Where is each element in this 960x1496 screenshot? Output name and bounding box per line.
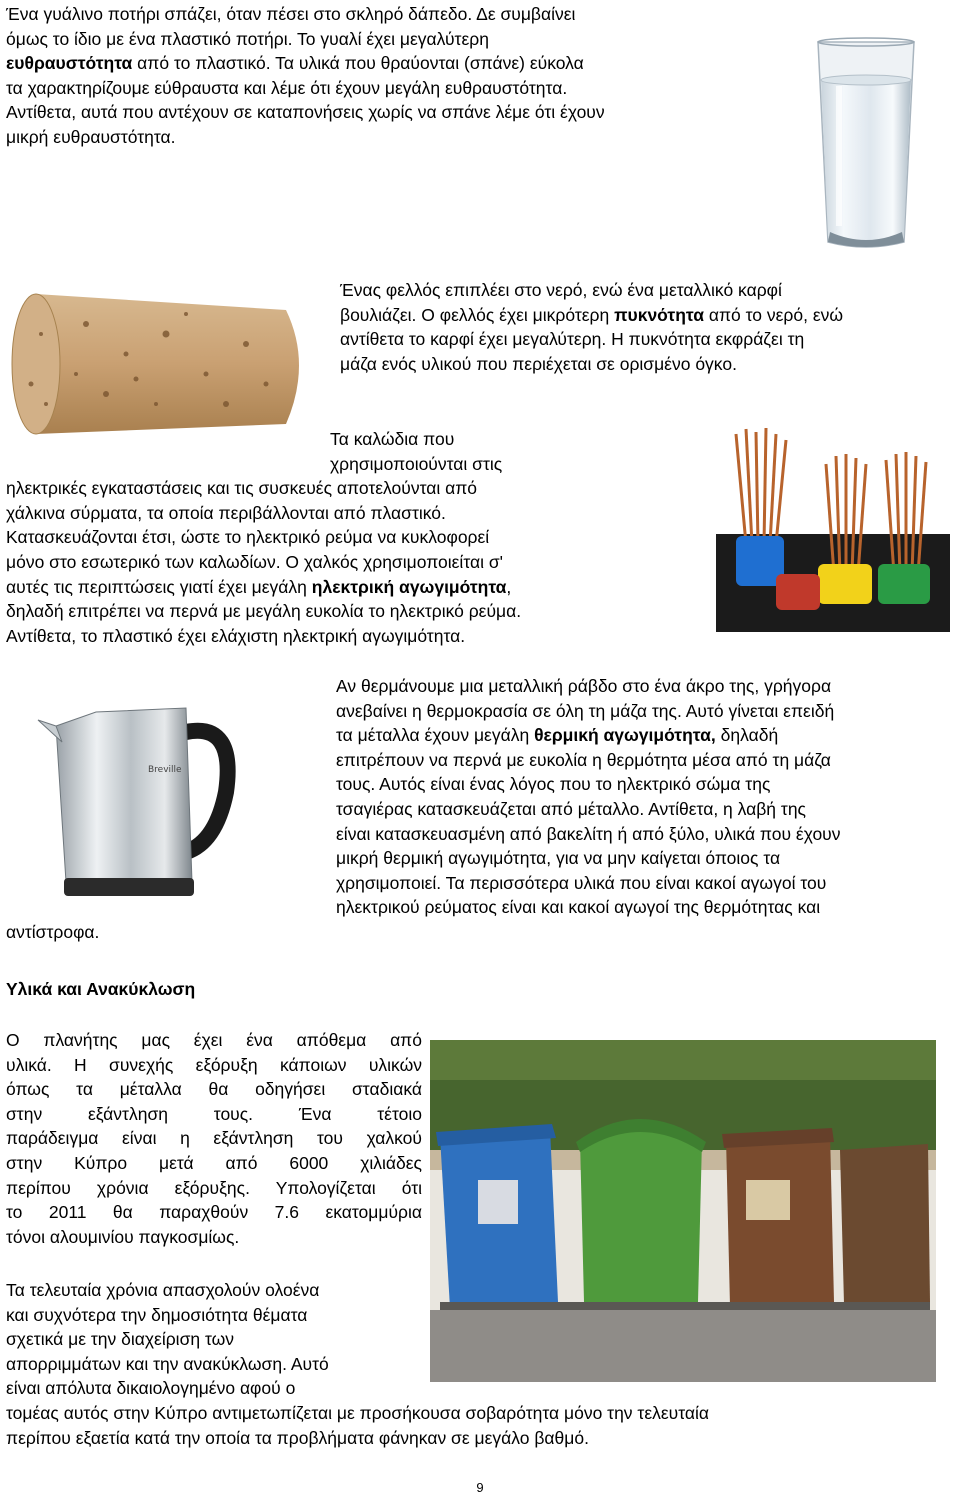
term-density: πυκνότητα (614, 304, 704, 325)
text-line: χρησιμοποιεί. Τα περισσότερα υλικά που είναι κακοί αγωγοί του (336, 872, 827, 893)
text-line: Κατασκευάζονται έτσι, ώστε το ηλεκτρικό ρεύμα να κυκλοφορεί (6, 527, 490, 548)
copper-cables-image (716, 424, 950, 632)
term-thermal-conductivity: θερμική αγωγιμότητα, (534, 725, 716, 746)
text-line (6, 51, 786, 76)
text-line: αντίθετα το καρφί έχει μεγαλύτερη. Η πυκνότητα εκφράζει τη (340, 329, 805, 350)
text-line: στην Κύπρο μετά από 6000 χιλιάδες (6, 1152, 422, 1173)
text-span: αυτές τις περιπτώσεις γιατί έχει μεγάλη (6, 576, 312, 597)
text-line: στην εξάντληση τους. Ένα τέτοιο (6, 1103, 422, 1124)
electric-kettle-image (36, 682, 244, 912)
text-line: είναι απόλυτα δικαιολογημένο αφού ο (6, 1378, 296, 1399)
text-line: Τα τελευταία χρόνια απασχολούν ολοένα (6, 1280, 320, 1300)
text-line: το 2011 θα παραχθούν 7.6 εκατομμύρια (6, 1202, 422, 1223)
text-span: τα μέταλλα έχουν μεγάλη (336, 725, 535, 746)
text-line: περίπου χρόνια εξόρυξης. Υπολογίζεται ότι (6, 1177, 422, 1198)
glass-of-water-image (812, 36, 920, 256)
text-span: από το πλαστικό. Τα υλικά που θραύονται (σπάνε) εύκολα (132, 53, 584, 74)
text-line: τσαγιέρας κατασκευάζεται από μέταλλο. Αντίθετα, η λαβή της (336, 798, 806, 819)
cork-image (6, 284, 320, 444)
text-line: τόνοι αλουμινίου παγκοσμίως. (6, 1226, 240, 1247)
text-line: Ένα γυάλινο ποτήρι σπάζει, όταν πέσει στο σκληρό δάπεδο. Δε συμβαίνει (6, 4, 576, 24)
paragraph-resource-depletion (6, 1028, 422, 1249)
text-line: μόνο στο εσωτερικό των καλωδίων. Ο χαλκός χρησιμοποιείται σ' (6, 551, 503, 572)
paragraph-thermal-conductivity (336, 674, 958, 920)
text-line: επιτρέπουν να περνά με ευκολία η θερμότητα μέσα από τη μάζα (336, 749, 831, 770)
text-line: χρησιμοποιούνται στις (330, 453, 503, 474)
text-line: τα χαρακτηρίζουμε εύθραυστα και λέμε ότι έχουν μεγάλη ευθραυστότητα. (6, 77, 568, 98)
text-line: χάλκινα σύρματα, τα οποία περιβάλλονται από πλαστικό. (6, 502, 446, 523)
text-line: και συχνότερα την δημοσιότητα θέματα (6, 1304, 308, 1325)
text-line: Αν θερμάνουμε μια μεταλλική ράβδο στο ένα άκρο της, γρήγορα (336, 676, 832, 696)
text-line: Τα καλώδια που (330, 429, 455, 449)
text-line: τομέας αυτός στην Κύπρο αντιμετωπίζεται με προσήκουσα σοβαρότητα μόνο την τελευταία (6, 1402, 710, 1423)
paragraph-waste-management (6, 1278, 946, 1450)
text-line: Ο πλανήτης μας έχει ένα απόθεμα από (6, 1030, 422, 1050)
paragraph-brittleness (6, 2, 786, 150)
text-line: απορριμμάτων και την ανακύκλωση. Αυτό (6, 1353, 329, 1374)
term-brittleness: ευθραυστότητα (6, 53, 133, 74)
text-span: , (506, 576, 512, 597)
text-line: ηλεκτρικού ρεύματος είναι και κακοί αγωγοί της θερμότητας και (336, 897, 821, 918)
text-line: ηλεκτρικές εγκαταστάσεις και τις συσκευές αποτελούνται από (6, 478, 478, 499)
text-line: παράδειγμα είναι η εξάντληση του χαλκού (6, 1128, 422, 1149)
text-line (6, 575, 706, 600)
text-line: ανεβαίνει η θερμοκρασία σε όλη τη μάζα της. Αυτό γίνεται επειδή (336, 700, 835, 721)
text-line: Ένας φελλός επιπλέει στο νερό, ενώ ένα μεταλλικό καρφί (340, 280, 782, 300)
term-electrical-conductivity: ηλεκτρική αγωγιμότητα (311, 576, 507, 597)
page-number: 9 (476, 1480, 484, 1495)
text-line: όπως τα μέταλλα θα οδηγήσει σταδιακά (6, 1079, 422, 1100)
text-line: περίπου εξαετία κατά την οποία τα προβλήματα φάνηκαν σε μεγάλο βαθμό. (6, 1427, 589, 1448)
text-span: βουλιάζει. Ο φελλός έχει μικρότερη (340, 304, 615, 325)
text-line: τους. Αυτός είναι ένας λόγος που το ηλεκτρικό σώμα της (336, 774, 771, 795)
paragraph-density (340, 278, 955, 376)
text-line: δηλαδή επιτρέπει να περνά με μεγάλη ευκολία το ηλεκτρικό ρεύμα. (6, 601, 522, 622)
text-line: Αντίθετα, αυτά που αντέχουν σε καταπονήσεις χωρίς να σπάνε λέμε ότι έχουν (6, 102, 605, 123)
text-span: δηλαδή (715, 725, 779, 746)
text-line: μικρή θερμική αγωγιμότητα, για να μην καίγεται όποιος τα (336, 848, 781, 869)
paragraph-electrical-conductivity (6, 427, 706, 648)
text-line: μάζα ενός υλικού που περιέχεται σε ορισμένο όγκο. (340, 353, 737, 374)
text-span: από το νερό, ενώ (703, 304, 844, 325)
text-line: είναι κατασκευασμένη από βακελίτη ή από ξύλο, υλικά που έχουν (336, 823, 841, 844)
text-line (340, 303, 955, 328)
text-line (336, 723, 958, 748)
text-line: Αντίθετα, το πλαστικό έχει ελάχιστη ηλεκτρική αγωγιμότητα. (6, 625, 466, 646)
text-line: υλικά. Η συνεχής εξόρυξη κάποιων υλικών (6, 1054, 422, 1075)
text-line: όμως το ίδιο με ένα πλαστικό ποτήρι. Το γυαλί έχει μεγαλύτερη (6, 28, 489, 49)
text-line: αντίστροφα. (6, 922, 100, 942)
text-line: μικρή ευθραυστότητα. (6, 126, 176, 147)
kettle-brand-logo: Breville (148, 765, 182, 775)
text-line: σχετικά με την διαχείριση των (6, 1329, 235, 1350)
section-heading-materials-recycling: Υλικά και Ανακύκλωση (6, 979, 196, 999)
